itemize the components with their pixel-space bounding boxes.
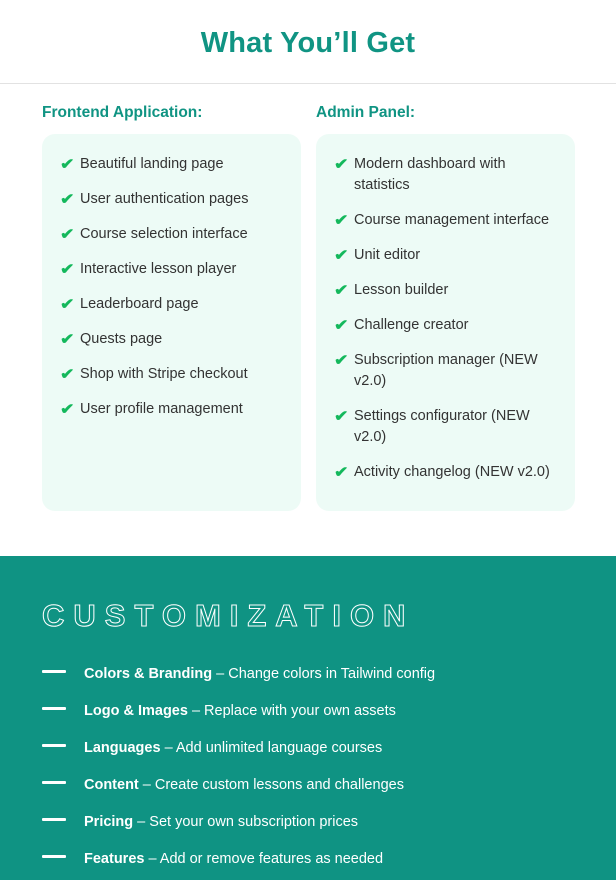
list-item-label: Shop with Stripe checkout [80, 366, 248, 382]
column-admin-panel [316, 103, 575, 511]
admin-feature-card [316, 134, 575, 511]
dash-marker-icon [42, 818, 66, 821]
list-item [60, 399, 283, 420]
list-item-label: Interactive lesson player [80, 261, 237, 277]
feature-columns [0, 103, 616, 511]
check-icon: ✔ [60, 296, 75, 313]
list-item-label: User profile management [80, 401, 243, 417]
list-item-label: Modern dashboard with statistics [354, 156, 506, 193]
list-item [60, 259, 283, 280]
dash-marker-icon [42, 670, 66, 673]
frontend-feature-list [60, 154, 283, 420]
list-item [42, 812, 574, 832]
check-icon: ✔ [60, 156, 75, 173]
list-item-label: Lesson builder [354, 282, 449, 298]
customization-text [84, 849, 383, 869]
list-item-label: Course selection interface [80, 226, 248, 242]
customization-term: Logo & Images [84, 703, 188, 719]
check-icon: ✔ [60, 401, 75, 418]
check-icon: ✔ [334, 156, 349, 173]
list-item [60, 224, 283, 245]
check-icon: ✔ [60, 226, 75, 243]
frontend-feature-card [42, 134, 301, 511]
customization-desc: – Change colors in Tailwind config [216, 666, 436, 682]
list-item-label: Quests page [80, 331, 163, 347]
customization-desc: – Add unlimited language courses [160, 740, 383, 756]
list-item [42, 849, 574, 869]
check-icon: ✔ [60, 331, 75, 348]
customization-text [84, 664, 435, 684]
customization-term: Colors & Branding [84, 666, 217, 682]
list-item [60, 189, 283, 210]
dash-marker-icon [42, 707, 66, 710]
customization-section [0, 556, 616, 880]
list-item [42, 664, 574, 684]
list-item-label: Challenge creator [354, 317, 469, 333]
list-item-label: User authentication pages [80, 191, 249, 207]
dash-marker-icon [42, 744, 66, 747]
customization-text [84, 738, 382, 758]
check-icon: ✔ [334, 212, 349, 229]
check-icon: ✔ [334, 464, 349, 481]
dash-marker-icon [42, 855, 66, 858]
list-item [60, 294, 283, 315]
check-icon: ✔ [60, 366, 75, 383]
admin-feature-list [334, 154, 557, 483]
column-heading-admin: Admin Panel: [316, 104, 416, 121]
column-heading-frontend: Frontend Application: [42, 104, 203, 121]
customization-desc: – Set your own subscription prices [133, 814, 359, 830]
check-icon: ✔ [334, 408, 349, 425]
check-icon: ✔ [60, 261, 75, 278]
list-item [334, 210, 557, 231]
list-item [60, 364, 283, 385]
check-icon: ✔ [334, 352, 349, 369]
header-divider [0, 83, 616, 84]
customization-desc: – Replace with your own assets [187, 703, 396, 719]
list-item-label: Settings configurator (NEW v2.0) [354, 408, 530, 445]
list-item [334, 462, 557, 483]
list-item [334, 245, 557, 266]
customization-term: Pricing [84, 814, 134, 830]
customization-term: Languages [84, 740, 161, 756]
list-item [334, 154, 557, 196]
page-title: What You’ll Get [200, 27, 416, 59]
list-item [42, 738, 574, 758]
column-frontend-application [42, 103, 301, 511]
list-item [42, 701, 574, 721]
customization-text [84, 701, 396, 721]
dash-marker-icon [42, 781, 66, 784]
list-item [42, 775, 574, 795]
customization-text [84, 775, 404, 795]
customization-desc: – Add or remove features as needed [144, 851, 384, 867]
list-item-label: Unit editor [354, 247, 421, 263]
list-item-label: Beautiful landing page [80, 156, 224, 172]
list-item [334, 280, 557, 301]
list-item-label: Activity changelog (NEW v2.0) [354, 464, 550, 480]
check-icon: ✔ [334, 282, 349, 299]
list-item [60, 329, 283, 350]
check-icon: ✔ [60, 191, 75, 208]
check-icon: ✔ [334, 317, 349, 334]
list-item-label: Course management interface [354, 212, 550, 228]
customization-term: Content [84, 777, 139, 793]
customization-title: CUSTOMIZATION [42, 598, 415, 633]
check-icon: ✔ [334, 247, 349, 264]
list-item [334, 350, 557, 392]
list-item-label: Subscription manager (NEW v2.0) [354, 352, 538, 389]
list-item [334, 406, 557, 448]
customization-list [42, 664, 574, 869]
customization-text [84, 812, 358, 832]
list-item [60, 154, 283, 175]
customization-term: Features [84, 851, 145, 867]
list-item [334, 315, 557, 336]
list-item-label: Leaderboard page [80, 296, 199, 312]
customization-desc: – Create custom lessons and challenges [138, 777, 404, 793]
